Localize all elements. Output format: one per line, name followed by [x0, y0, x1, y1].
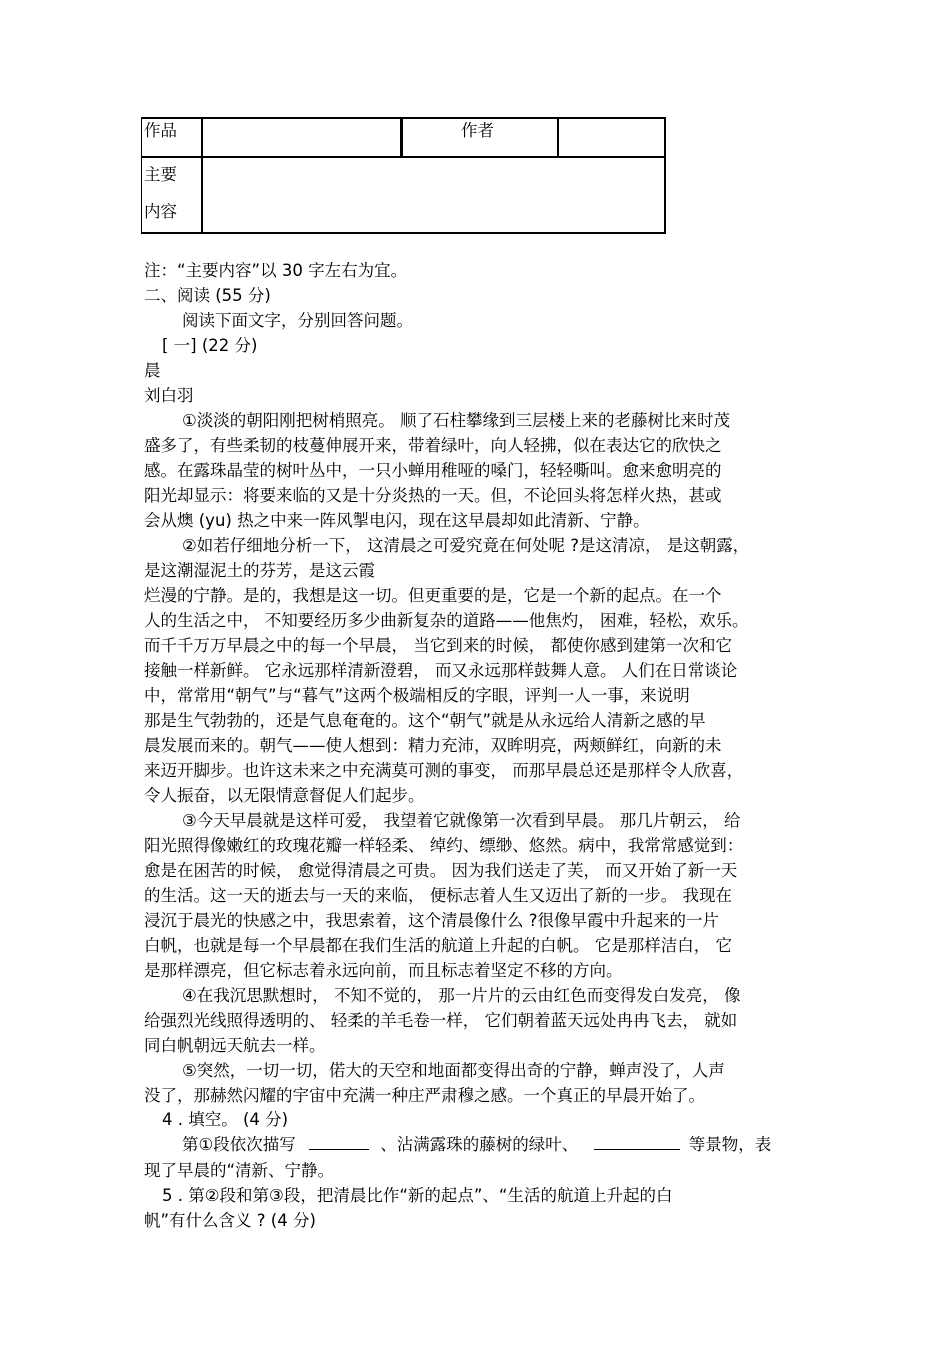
article-line: ③今天早晨就是这样可爱， 我望着它就像第一次看到早晨。 那几片朝云， 给	[182, 811, 741, 830]
fill-blank-2[interactable]	[594, 1134, 680, 1150]
table-border-top	[141, 117, 666, 119]
article-line: ②如若仔细地分析一下， 这清晨之可爱究竟在何处呢 ?是这清凉， 是这朝露，	[182, 536, 750, 555]
article-line: 会从燠 (yu) 热之中来一阵风掣电闪，现在这早晨却如此清新、宁静。	[144, 511, 650, 530]
section-instruction: 阅读下面文字，分别回答问题。	[182, 311, 413, 330]
article-line: 同白帆朝远天航去一样。	[144, 1036, 326, 1055]
article-author: 刘白羽	[144, 386, 194, 405]
question-5-line1: 5 . 第②段和第③段，把清晨比作“新的起点”、“生活的航道上升起的白	[162, 1186, 673, 1205]
table-content-label-2: 内容	[144, 202, 177, 221]
table-col-divider-3	[557, 117, 559, 157]
table-content-label-1: 主要	[144, 165, 177, 184]
article-line: 愈是在困苦的时候， 愈觉得清晨之可贵。 因为我们送走了芙， 而又开始了新一天	[144, 861, 738, 880]
article-line: 是这潮湿泥土的芬芳，是这云霞	[144, 561, 375, 580]
question-4-line2: 现了早晨的“清新、宁静。	[144, 1161, 335, 1180]
info-table	[141, 117, 666, 234]
question-4-text-part2: 、沾满露珠的藤树的绿叶、	[380, 1135, 579, 1154]
article-title: 晨	[144, 361, 161, 380]
table-border-bottom	[141, 232, 666, 234]
article-line: 令人振奋，以无限情意督促人们起步。	[144, 786, 425, 805]
article-line: 中，常常用“朝气”与“暮气”这两个极端相反的字眼，评判一人一事，来说明	[144, 686, 690, 705]
article-line: 给强烈光线照得透明的、 轻柔的羊毛卷一样， 它们朝着蓝天远处冉冉飞去， 就如	[144, 1011, 738, 1030]
article-line: 没了，那赫然闪耀的宇宙中充满一种庄严肃穆之感。一个真正的早晨开始了。	[144, 1086, 705, 1105]
article-line: 阳光却显示：将要来临的又是十分炎热的一天。但，不论回头将怎样火热，甚或	[144, 486, 722, 505]
article-line: 感。在露珠晶莹的树叶丛中，一只小蝉用稚哑的嗓门，轻轻嘶叫。愈来愈明亮的	[144, 461, 722, 480]
article-line: 的生活。这一天的逝去与一天的来临， 便标志着人生又迈出了新的一步。 我现在	[144, 886, 732, 905]
question-4-text-part1: 第①段依次描写	[182, 1135, 296, 1154]
table-author-label: 作者	[461, 121, 494, 140]
article-line: 而千千万万早晨之中的每一个早晨， 当它到来的时候， 都使你感到建第一次和它	[144, 636, 732, 655]
table-border-left	[141, 117, 142, 234]
table-col-divider-1	[201, 117, 203, 234]
question-4-title: 4 . 填空。 (4 分)	[162, 1110, 289, 1129]
question-4-line1	[182, 1133, 771, 1157]
article-line: 人的生活之中， 不知要经历多少曲新复杂的道路——他焦灼， 困难，轻松，欢乐。	[144, 611, 749, 630]
table-row-divider	[141, 156, 666, 158]
article-line: 浸沉于晨光的快感之中，我思索着，这个清晨像什么 ?很像早霞中升起来的一片	[144, 911, 720, 930]
article-line: 来迈开脚步。也许这未来之中充满莫可测的事变， 而那早晨总还是那样令人欣喜，	[144, 761, 744, 780]
article-line: 是那样漂亮，但它标志着永远向前，而且标志着坚定不移的方向。	[144, 961, 623, 980]
question-4-text-part3: 等景物，表	[688, 1135, 772, 1154]
fill-blank-1[interactable]	[309, 1134, 369, 1150]
table-border-right	[664, 117, 666, 234]
article-line: 那是生气勃勃的，还是气息奄奄的。这个“朝气”就是从永远给人清新之感的早	[144, 711, 706, 730]
article-line: ①淡淡的朝阳刚把树梢照亮。 顺了石柱攀缘到三层楼上来的老藤树比来时茂	[182, 411, 731, 430]
article-line: 白帆，也就是每一个早晨都在我们生活的航道上升起的白帆。 它是那样洁白， 它	[144, 936, 732, 955]
article-line: 盛多了，有些柔韧的枝蔓伸展开来，带着绿叶，向人轻拂，似在表达它的欣快之	[144, 436, 722, 455]
question-5-line2: 帆”有什么含义 ? (4 分)	[144, 1211, 316, 1230]
article-line: 烂漫的宁静。是的，我想是这一切。但更重要的是，它是一个新的起点。在一个	[144, 586, 722, 605]
table-col-divider-2	[400, 117, 403, 157]
article-line: ④在我沉思默想时， 不知不觉的， 那一片片的云由红色而变得发白发亮， 像	[182, 986, 741, 1005]
table-work-label: 作品	[144, 121, 177, 140]
article-line: ⑤突然，一切一切，偌大的天空和地面都变得出奇的宁静，蝉声没了，人声	[182, 1061, 725, 1080]
article-line: 接触一样新鲜。 它永远那样清新澄碧， 而又永远那样鼓舞人意。 人们在日常谈论	[144, 661, 738, 680]
table-note: 注：“主要内容”以 30 字左右为宜。	[144, 261, 408, 280]
article-line: 晨发展而来的。朝气——使人想到：精力充沛，双眸明亮，两颊鲜红，向新的未	[144, 736, 722, 755]
section-heading: 二、阅读 (55 分)	[144, 286, 271, 305]
part-heading: [ 一] (22 分)	[162, 336, 258, 355]
article-line: 阳光照得像嫩红的玫瑰花瓣一样轻柔、 绰约、缥缈、悠然。病中，我常常感觉到：	[144, 836, 744, 855]
